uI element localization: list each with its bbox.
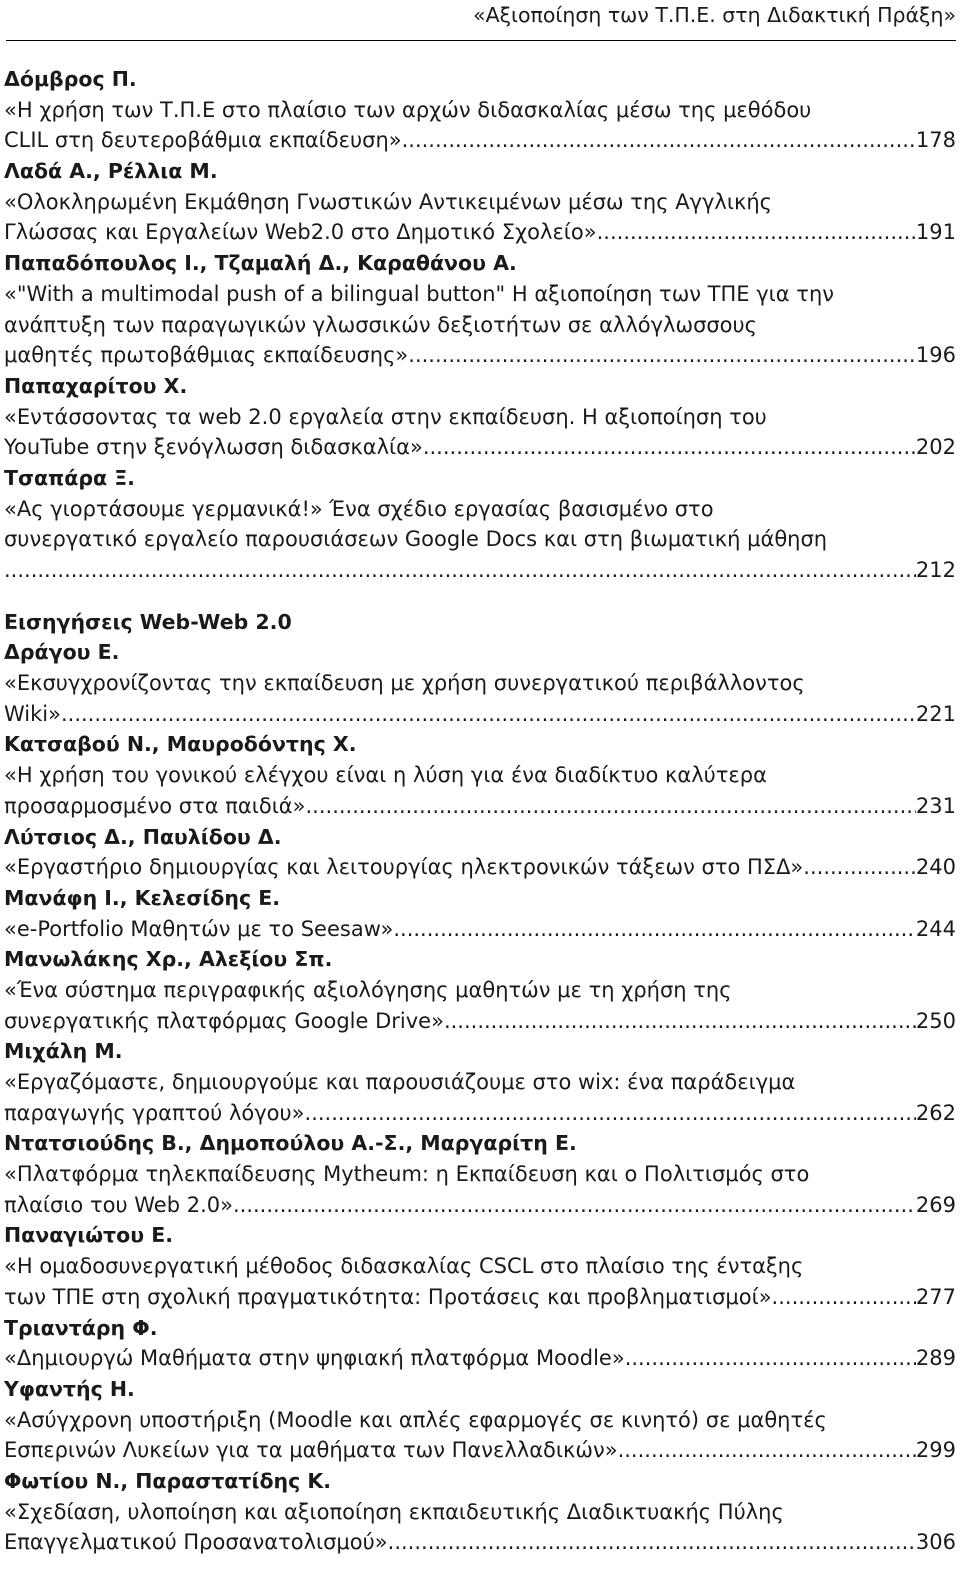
dot-leader — [618, 1435, 916, 1466]
dot-leader — [305, 1098, 916, 1129]
dot-leader — [597, 217, 916, 248]
dot-leader — [444, 1006, 916, 1037]
entry-last-line — [4, 125, 956, 156]
toc-entry — [4, 1220, 956, 1312]
entry-authors: Παναγιώτου Ε. — [4, 1223, 173, 1248]
entry-page-number: 178 — [915, 128, 956, 153]
toc-entry — [4, 637, 956, 729]
entry-page-number: 262 — [915, 1100, 956, 1125]
dot-leader — [803, 852, 916, 883]
dot-leader — [61, 699, 916, 730]
entry-authors: Τριαντάρη Φ. — [4, 1315, 158, 1340]
entry-title-end: Wiki» — [4, 701, 61, 726]
entry-authors: Δράγου Ε. — [4, 640, 120, 665]
running-header-title: «Αξιοποίηση των Τ.Π.Ε. στη Διδακτική Πράξη» — [473, 3, 956, 27]
entry-title-line: «Σχεδίαση, υλοποίηση και αξιοποίηση εκπαιδευτικής Διαδικτυακής Πύλης — [4, 1499, 784, 1524]
entry-authors: Λαδά Α., Ρέλλια Μ. — [4, 159, 218, 184]
entry-last-line — [4, 1098, 956, 1129]
entry-title-end: «e-Portfolio Μαθητών με το Seesaw» — [4, 916, 394, 941]
entry-page-number: 202 — [915, 435, 956, 460]
entry-title-line: ανάπτυξη των παραγωγικών γλωσσικών δεξιοτήτων σε αλλόγλωσσους — [4, 312, 758, 337]
toc-entry — [4, 1374, 956, 1466]
toc-group-web — [4, 637, 956, 1558]
entry-page-number: 277 — [915, 1284, 956, 1309]
entry-title-line: συνεργατικό εργαλείο παρουσιάσεων Google Docs και στη βιωματική μάθηση — [4, 527, 828, 552]
dot-leader — [306, 791, 916, 822]
dot-leader — [233, 1190, 916, 1221]
entry-title-line: «Η χρήση των Τ.Π.Ε στο πλαίσιο των αρχών διδασκαλίας μέσω της μεθόδου — [4, 97, 812, 122]
entry-title-end: CLIL στη δευτεροβάθμια εκπαίδευση» — [4, 128, 402, 153]
toc-entry — [4, 1036, 956, 1128]
entry-authors: Μανωλάκης Χρ., Αλεξίου Σπ. — [4, 947, 333, 972]
toc-entry — [4, 944, 956, 1036]
entry-authors: Υφαντής Η. — [4, 1376, 135, 1401]
entry-title-line: «Πλατφόρμα τηλεκπαίδευσης Mytheum: η Εκπαίδευση και ο Πολιτισμός στο — [4, 1162, 810, 1187]
dot-leader — [402, 125, 916, 156]
entry-title-end: Εσπερινών Λυκείων για τα μαθήματα των Πανελλαδικών» — [4, 1438, 618, 1463]
entry-last-line — [4, 217, 956, 248]
dot-leader — [772, 1282, 916, 1313]
entry-page-number: 306 — [915, 1530, 956, 1555]
table-of-contents — [4, 64, 956, 1558]
entry-last-line — [4, 1006, 956, 1037]
toc-entry — [4, 371, 956, 463]
section-title: Εισηγήσεις Web-Web 2.0 — [4, 609, 292, 634]
entry-authors: Παπαδόπουλος Ι., Τζαμαλή Δ., Καραθάνου Α. — [4, 251, 517, 276]
toc-entry — [4, 1466, 956, 1558]
toc-entry — [4, 883, 956, 944]
entry-page-number: 221 — [915, 701, 956, 726]
entry-page-number: 289 — [915, 1346, 956, 1371]
entry-last-line — [4, 1282, 956, 1313]
entry-title-line: «Ένα σύστημα περιγραφικής αξιολόγησης μαθητών με τη χρήση της — [4, 977, 732, 1002]
toc-entry — [4, 156, 956, 248]
entry-title-end: των ΤΠΕ στη σχολική πραγματικότητα: Προτάσεις και προβληματισμοί» — [4, 1284, 772, 1309]
entry-last-line — [4, 699, 956, 730]
entry-authors: Δόμβρος Π. — [4, 67, 137, 91]
dot-leader — [4, 555, 916, 586]
entry-title-end: Γλώσσας και Εργαλείων Web2.0 στο Δημοτικό Σχολείο» — [4, 220, 597, 245]
entry-last-line — [4, 340, 956, 371]
entry-title-end: Επαγγελματικού Προσανατολισμού» — [4, 1530, 388, 1555]
entry-title-line: «Η χρήση του γονικού ελέγχου είναι η λύση για ένα διαδίκτυο καλύτερα — [4, 763, 767, 788]
entry-authors: Ντατσιούδης Β., Δημοπούλου Α.-Σ., Μαργαρίτη Ε. — [4, 1131, 577, 1156]
entry-authors: Μιχάλη Μ. — [4, 1039, 123, 1064]
entry-page-number: 191 — [915, 220, 956, 245]
entry-title-end: «Δημιουργώ Μαθήματα στην ψηφιακή πλατφόρμα Moodle» — [4, 1346, 625, 1371]
entry-page-number: 299 — [915, 1438, 956, 1463]
entry-last-line — [4, 1190, 956, 1221]
entry-last-line — [4, 555, 956, 586]
entry-authors: Κατσαβού Ν., Μαυροδόντης Χ. — [4, 732, 357, 757]
dot-leader — [393, 914, 916, 945]
entry-last-line — [4, 791, 956, 822]
entry-authors: Παπαχαρίτου Χ. — [4, 373, 188, 398]
entry-page-number: 231 — [915, 793, 956, 818]
dot-leader — [408, 340, 916, 371]
entry-authors: Φωτίου Ν., Παραστατίδης Κ. — [4, 1468, 332, 1493]
entry-page-number: 244 — [915, 916, 956, 941]
entry-page-number: 250 — [915, 1008, 956, 1033]
dot-leader — [388, 1527, 916, 1558]
toc-group-top — [4, 64, 956, 586]
toc-entry — [4, 1128, 956, 1220]
toc-entry — [4, 463, 956, 586]
entry-title-line: «Ολοκληρωμένη Εκμάθηση Γνωστικών Αντικειμένων μέσω της Αγγλικής — [4, 189, 772, 214]
entry-page-number: 269 — [915, 1192, 956, 1217]
entry-last-line — [4, 914, 956, 945]
entry-title-end: πλαίσιο του Web 2.0» — [4, 1192, 233, 1217]
entry-last-line — [4, 852, 956, 883]
entry-title-line: «Η ομαδοσυνεργατική μέθοδος διδασκαλίας CSCL στο πλαίσιο της ένταξης — [4, 1254, 804, 1279]
entry-page-number: 196 — [915, 343, 956, 368]
toc-entry — [4, 248, 956, 371]
entry-title-end: YouTube στην ξενόγλωσση διδασκαλία» — [4, 435, 423, 460]
entry-title-end: προσαρμοσμένο στα παιδιά» — [4, 793, 306, 818]
dot-leader — [423, 432, 916, 463]
entry-last-line — [4, 1435, 956, 1466]
entry-page-number: 240 — [915, 855, 956, 880]
toc-entry — [4, 64, 956, 156]
entry-title-line: «Εργαζόμαστε, δημιουργούμε και παρουσιάζουμε στο wix: ένα παράδειγμα — [4, 1070, 796, 1094]
dot-leader — [625, 1343, 916, 1374]
entry-title-line: «Εντάσσοντας τα web 2.0 εργαλεία στην εκπαίδευση. Η αξιοποίηση του — [4, 404, 767, 429]
entry-page-number: 212 — [915, 558, 956, 582]
entry-title-end: «Εργαστήριο δημιουργίας και λειτουργίας ηλεκτρονικών τάξεων στο ΠΣΔ» — [4, 855, 804, 880]
toc-entry — [4, 729, 956, 821]
entry-title-end: μαθητές πρωτοβάθμιας εκπαίδευσης» — [4, 343, 409, 368]
entry-title-end: συνεργατικής πλατφόρμας Google Drive» — [4, 1008, 444, 1033]
entry-last-line — [4, 1527, 956, 1558]
entry-title-line: «Ας γιορτάσουμε γερμανικά!» Ένα σχέδιο εργασίας βασισμένο στο — [4, 496, 714, 521]
entry-authors: Λύτσιος Δ., Παυλίδου Δ. — [4, 824, 282, 849]
entry-authors: Τσαπάρα Ξ. — [4, 465, 135, 490]
entry-title-line: «"With a multimodal push of a bilingual button" Η αξιοποίηση των ΤΠΕ για την — [4, 281, 834, 306]
entry-last-line — [4, 432, 956, 463]
entry-authors: Μανάφη Ι., Κελεσίδης Ε. — [4, 885, 281, 910]
entry-title-end: παραγωγής γραπτού λόγου» — [4, 1100, 305, 1125]
toc-entry — [4, 1313, 956, 1374]
entry-title-line: «Ασύγχρονη υποστήριξη (Moodle και απλές εφαρμογές σε κινητό) σε μαθητές — [4, 1407, 827, 1432]
toc-entry — [4, 822, 956, 883]
entry-title-line: «Εκσυγχρονίζοντας την εκπαίδευση με χρήση συνεργατικού περιβάλλοντος — [4, 671, 805, 696]
running-header — [6, 0, 956, 41]
entry-last-line — [4, 1343, 956, 1374]
